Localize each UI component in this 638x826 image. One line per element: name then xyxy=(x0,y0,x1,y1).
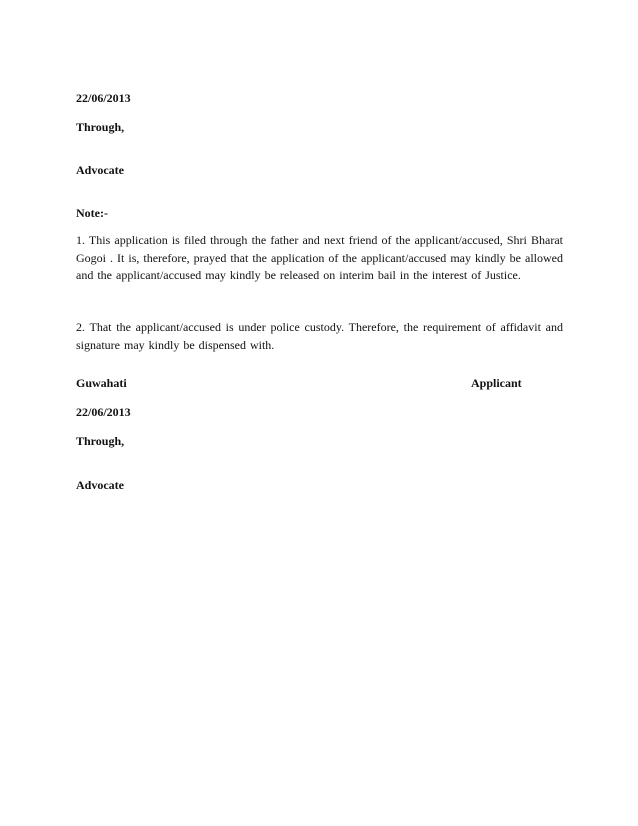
header-date: 22/06/2013 xyxy=(76,91,131,105)
note-point-2: 2. That the applicant/accused is under police custody. Therefore, the requirement of affidavit and signature may kindly be dispensed with. xyxy=(76,320,563,352)
note-point-1: 1. This application is filed through the father and next friend of the applicant/accused, Shri Bharat Gogoi . It is, therefore, prayed that the application of the applicant/accused may kindly be allowed and the applicant/accused may kindly be released on interim bail in the interest of Justice. xyxy=(76,233,563,282)
footer-advocate: Advocate xyxy=(76,478,124,492)
header-advocate: Advocate xyxy=(76,163,124,177)
footer-place: Guwahati xyxy=(76,376,127,390)
note-heading: Note:- xyxy=(76,206,108,220)
header-through: Through, xyxy=(76,120,125,134)
footer-through: Through, xyxy=(76,434,125,448)
footer-applicant: Applicant xyxy=(471,376,522,390)
footer-date: 22/06/2013 xyxy=(76,405,131,419)
